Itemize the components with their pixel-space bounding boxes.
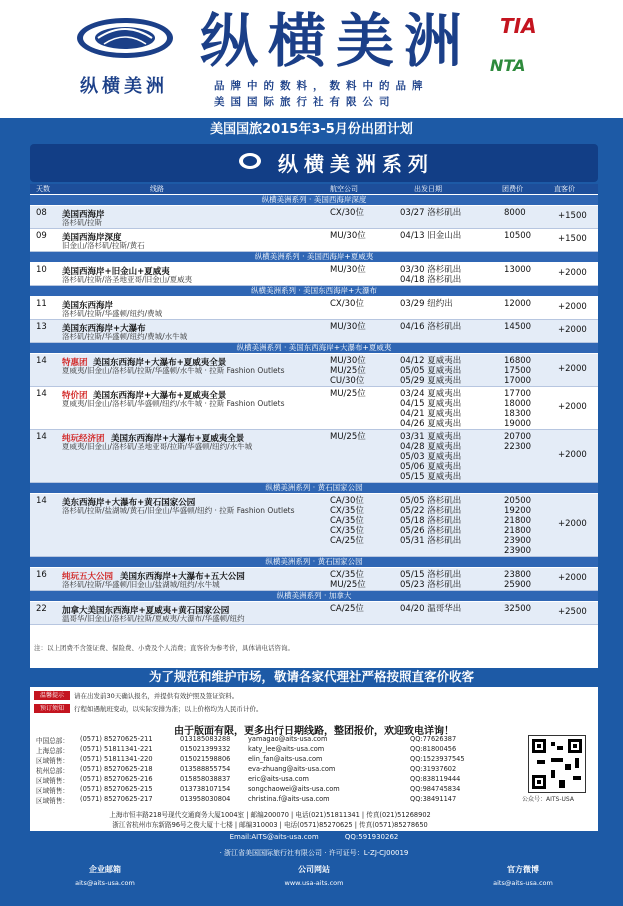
slogan-line-1: 品牌中的数料，数料中的品牌 [214,80,429,92]
contact-mobile: 015021399332 [180,745,231,753]
row-airline: MU/30位 [330,322,366,332]
table-note [30,640,598,668]
row-days: 14 [36,496,47,506]
row-direct-diff: +2000 [558,302,587,312]
row-price: 10500 [504,231,532,241]
row-direct-diff: +1500 [558,234,587,244]
row-route-name: 美国东西海岸+大瀑布+五大公园 [120,572,245,582]
contact-row [30,755,510,765]
row-route-detail: 旧金山/洛杉矶/拉斯/黄石 [62,241,145,250]
row-airline: CX/35位 MU/25位 [330,570,366,590]
table-row[interactable] [30,263,598,286]
contact-mobile: 013958030804 [180,795,231,803]
row-direct-diff: +1500 [558,211,587,221]
row-direct-diff: +2000 [558,364,587,374]
row-route-detail: 洛杉矶/拉斯/华盛顿/纽约/费城/水牛城 [62,332,188,341]
footer-tab-website-url: www.usa-aits.com [284,879,344,887]
contact-email[interactable]: katy_lee@aits-usa.com [248,745,325,753]
globe-logo-icon [70,8,180,64]
logo-text: 纵横美洲 [80,76,168,97]
contact-qq: QQ:591930262 [344,833,399,841]
address-shanghai: 上海市恒丰路218号现代交通商务大厦1004室 | 邮编200070 | 电话(021)51811341 | 传真(021)51268902 [109,811,431,819]
row-dates: 03/24 夏威夷出 04/15 夏威夷出 04/21 夏威夷出 04/26 夏威夷出 [400,389,462,429]
row-direct-diff: +2500 [558,607,587,617]
contact-row [30,795,510,805]
row-price: 17700 18000 18300 19000 [504,389,532,429]
row-route-detail: 温哥华/旧金山/洛杉矶/拉斯/夏威夷/大瀑布/华盛顿/纽约 [62,614,245,623]
row-route-detail: 洛杉矶/拉斯/洛圣地亚哥/旧金山/夏威夷 [62,275,193,284]
row-dates: 03/29 纽约出 [400,299,453,309]
contact-qq: QQ:838119444 [410,775,461,783]
contact-tel: (0571) 85270625-215 [80,785,153,793]
contact-qq: QQ:81800456 [410,745,457,753]
contact-mobile: 013738107154 [180,785,231,793]
col-airline: 航空公司 [330,185,358,193]
footer-links [30,864,598,904]
footer-company: · 浙江省美国国际旅行社有限公司 · 许可证号：L-ZJ-CJ00019 [219,849,409,857]
row-direct-diff: +2000 [558,573,587,583]
table-row[interactable] [30,229,598,252]
info-label-1: 温馨提示 [34,691,70,700]
contact-row [30,745,510,755]
table-row[interactable] [30,568,598,591]
row-direct-diff: +2000 [558,268,587,278]
col-route: 线路 [150,185,164,193]
contact-qq: QQ:38491147 [410,795,457,803]
contact-email[interactable]: yamagao@aits-usa.com [248,735,328,743]
contact-mobile: 013185083288 [180,735,231,743]
section-band: 纵横美洲系列 · 黄石国家公园 [30,483,598,493]
row-airline: MU/30位 [330,231,366,241]
contact-city: 中国总部： [36,737,69,745]
nta-logo: NTA [490,56,526,75]
section-band: 纵横美洲系列 · 美国西海岸深度 [30,195,598,205]
footer-tab-website-title: 公司网站 [298,865,330,874]
contact-city: 区域销售： [36,797,69,805]
row-route-detail: 洛杉矶/拉斯/盐湖城/黄石/旧金山/华盛顿/纽约 · 拉斯 Fashion Outlets [62,506,295,515]
table-row[interactable] [30,602,598,625]
row-route-detail: 洛杉矶/拉斯 [62,218,103,227]
row-dates: 03/30 洛杉矶出 04/18 洛杉矶出 [400,265,462,285]
row-dates: 05/05 洛杉矶出 05/22 洛杉矶出 05/18 洛杉矶出 05/26 洛杉矶出 05/31 洛杉矶出 [400,496,462,546]
row-tag: 纯玩五大公园 [62,572,114,582]
row-days: 14 [36,432,47,442]
contact-mobile: 013588855754 [180,765,231,773]
contact-qq: QQ:1523937545 [410,755,465,763]
series-title: 纵横美洲系列 [278,152,434,176]
note-text: 注：以上团费不含签证费、保险费、小费及个人消费；直客价为参考价，具体请电话咨询。 [34,644,294,652]
row-days: 08 [36,208,47,218]
row-price: 20700 22300 [504,432,532,452]
row-airline: CA/25位 [330,604,364,614]
footer-tab-weibo-url: aits@aits-usa.com [493,879,553,887]
qr-code-icon[interactable] [528,735,586,793]
row-days: 11 [36,299,47,309]
col-date: 出发日期 [414,185,442,193]
info-label-2: 预订须知 [34,704,70,713]
row-dates: 04/13 旧金山出 [400,231,462,241]
row-route-name: 美东西海岸+大瀑布+黄石国家公园 [62,498,196,508]
contact-city: 区域销售： [36,777,69,785]
section-band: 纵横美洲系列 · 加拿大 [30,591,598,601]
row-airline: CA/30位 CX/35位 CA/35位 CX/35位 CA/25位 [330,496,364,546]
row-days: 14 [36,389,47,399]
row-airline: MU/25位 [330,432,366,442]
contact-email-line [30,833,598,841]
row-price: 12000 [504,299,532,309]
row-route-name: 美国西海岸+旧金山+夏威夷 [62,267,170,277]
row-route-name: 美国西海岸 [62,210,105,220]
row-price: 23800 25900 [504,570,532,590]
section-band: 纵横美洲系列 · 美国西海岸+夏威夷 [30,252,598,262]
series-banner [30,144,598,182]
contact-email[interactable]: christina.f@aits-usa.com [248,795,330,803]
row-days: 22 [36,604,47,614]
address-hangzhou: 浙江省杭州市东新路96号之俊大厦十七楼 | 邮编310003 | 电话(0571)85270625 | 传真(0571)85278650 [112,821,428,829]
row-tag: 特惠团 [62,358,88,368]
row-direct-diff: +2000 [558,325,587,335]
row-days: 13 [36,322,47,332]
row-dates: 04/20 温哥华出 [400,604,462,614]
row-airline: CX/30位 [330,299,364,309]
row-route-name: 美国西海岸深度 [62,233,122,243]
contact-email[interactable]: eric@aits-usa.com [248,775,309,783]
contact-mobile: 015858038837 [180,775,231,783]
contact-tel: (0571) 51811341-221 [80,745,153,753]
contact-box [30,721,598,831]
table-header [30,184,598,194]
row-days: 16 [36,570,47,580]
row-route-name: 美国东西海岸+大瀑布 [62,324,146,334]
row-dates: 03/27 洛杉矶出 [400,208,462,218]
contact-email[interactable]: songchaowei@aits-usa.com [248,785,340,793]
row-route-detail: 洛杉矶/拉斯/华盛顿/纽约/费城 [62,309,163,318]
row-airline: CX/30位 [330,208,364,218]
row-days: 10 [36,265,47,275]
table-row[interactable] [30,206,598,229]
col-price: 团费价 [502,185,523,193]
col-direct: 直客价 [554,185,575,193]
slogan-line-2: 美国国际旅行社有限公司 [214,96,396,108]
row-airline: MU/25位 [330,389,366,399]
page-title: 美国国旅2015年3-5月份出团计划 [210,122,413,137]
row-route-detail: 夏威夷/旧金山/洛杉矶/拉斯/华盛顿/水牛城 · 拉斯 Fashion Outlets [62,366,285,375]
row-price: 32500 [504,604,532,614]
contact-email[interactable]: eva-zhuang@aits-usa.com [248,765,336,773]
globe-icon [238,150,262,172]
contact-city: 区域销售： [36,787,69,795]
contact-row [30,765,510,775]
row-route-detail: 夏威夷/旧金山/洛杉矶/圣地亚哥/拉斯/华盛顿/纽约/水牛城 [62,442,253,451]
row-direct-diff: +2000 [558,450,587,460]
row-dates: 05/15 洛杉矶出 05/23 洛杉矶出 [400,570,462,590]
row-tag: 纯玩经济团 [62,434,105,444]
footer-tab-email-url: aits@aits-usa.com [75,879,135,887]
footer-tab-email[interactable] [30,864,180,887]
footer-tab-weibo-title: 官方微博 [507,865,539,874]
row-price: 16800 17500 17000 [504,356,532,386]
section-band: 纵横美洲系列 · 美国东西海岸+大瀑布 [30,286,598,296]
table-row[interactable] [30,354,598,387]
section-band: 纵横美洲系列 · 黄石国家公园 [30,557,598,567]
contact-row [30,735,510,745]
section-band: 纵横美洲系列 · 美国东西海岸+大瀑布+夏威夷 [30,343,598,353]
row-tag: 特价团 [62,391,88,401]
contact-tel: (0571) 51811341-220 [80,755,153,763]
contact-qq: QQ:31937602 [410,765,457,773]
contact-row [30,775,510,785]
table-row[interactable] [30,430,598,483]
contact-tel: (0571) 85270625-218 [80,765,153,773]
slogan-bar: 为了规范和维护市场，敬请各家代理社严格按照直客价收客 [148,669,474,684]
row-route-name: 加拿大美国东西海岸+夏威夷+黄石国家公园 [62,606,230,616]
info-line-2: 行程如遇航班变动，以实际安排为准；以上价格均为人民币计价。 [74,705,263,713]
row-days: 09 [36,231,47,241]
row-route-detail: 夏威夷/旧金山/洛杉矶/华盛顿/纽约/水牛城 · 拉斯 Fashion Outlets [62,399,285,408]
row-price: 8000 [504,208,526,218]
footer-tab-email-title: 企业邮箱 [89,865,121,874]
table-row[interactable] [30,297,598,320]
row-airline: MU/30位 [330,265,366,275]
header [0,0,623,118]
row-dates: 04/16 洛杉矶出 [400,322,462,332]
row-price: 14500 [504,322,532,332]
row-airline: MU/30位 MU/25位 CU/30位 [330,356,366,386]
row-route-name: 美国东西海岸+大瀑布+夏威夷全景 [93,391,227,401]
row-days: 14 [36,356,47,366]
table-row[interactable] [30,494,598,557]
row-route-name: 美国东西海岸+大瀑布+夏威夷全景 [93,358,227,368]
contact-tel: (0571) 85270625-216 [80,775,153,783]
row-route-name: 美国东西海岸 [62,301,114,311]
table-row[interactable] [30,320,598,343]
tour-table [30,184,598,660]
tia-logo: TIA [500,14,537,38]
contact-city: 上海总部： [36,747,69,755]
row-price: 13000 [504,265,532,275]
contact-city: 区域销售： [36,757,69,765]
row-direct-diff: +2000 [558,402,587,412]
contact-tel: (0571) 85270625-211 [80,735,153,743]
contact-qq: QQ:77626387 [410,735,457,743]
contact-email[interactable]: elin_fan@aits-usa.com [248,755,323,763]
row-dates: 03/31 夏威夷出 04/28 夏威夷出 05/03 夏威夷出 05/06 夏威夷出 05/15 夏威夷出 [400,432,462,482]
row-direct-diff: +2000 [558,519,587,529]
contact-mobile: 015021598806 [180,755,231,763]
footer-tab-website[interactable] [239,864,389,887]
col-days: 天数 [36,185,50,193]
row-dates: 04/12 夏威夷出 05/05 夏威夷出 05/29 夏威夷出 [400,356,462,386]
row-route-detail: 洛杉矶/拉斯/华盛顿/旧金山/盐湖城/纽约/水牛城 [62,580,220,589]
table-row[interactable] [30,387,598,430]
contact-cta: 由于版面有限，更多出行日期线路，整团报价，欢迎致电详询！ [174,726,454,737]
contact-qq: QQ:984745834 [410,785,461,793]
qr-label: 公众号：AITS-USA [522,796,574,803]
info-box [30,687,598,721]
footer-tab-weibo[interactable] [448,864,598,887]
row-route-name: 美国东西海岸+大瀑布+夏威夷全景 [111,434,245,444]
contact-tel: (0571) 85270625-217 [80,795,153,803]
contact-row [30,785,510,795]
contact-city: 杭州总部： [36,767,69,775]
contact-email[interactable]: Email:AITS@aits-usa.com [229,833,319,841]
info-line-1: 请在出发前30天确认报名，并提供有效护照及签证资料。 [74,692,239,700]
brand-title: 纵横美洲 [200,7,473,75]
row-price: 20500 19200 21800 21800 23900 23900 [504,496,532,556]
